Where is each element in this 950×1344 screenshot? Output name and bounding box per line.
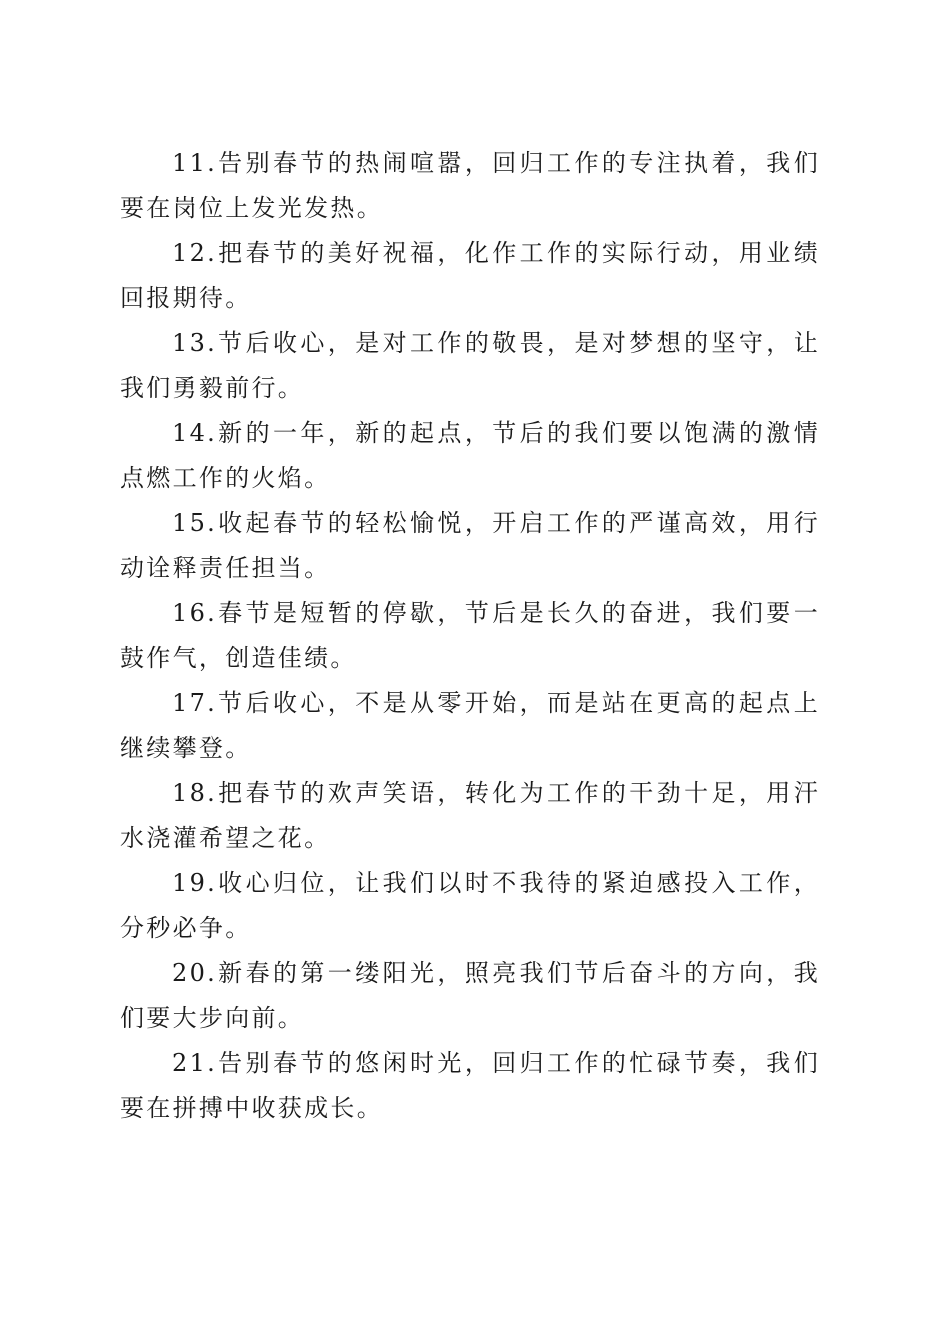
- paragraph-15: 15.收起春节的轻松愉悦，开启工作的严谨高效，用行动诠释责任担当。: [120, 509, 820, 582]
- paragraph-21: 21.告别春节的悠闲时光，回归工作的忙碌节奏，我们要在拼搏中收获成长。: [120, 1049, 820, 1122]
- paragraph-18: 18.把春节的欢声笑语，转化为工作的干劲十足，用汗水浇灌希望之花。: [120, 779, 820, 852]
- paragraph-16: 16.春节是短暂的停歇，节后是长久的奋进，我们要一鼓作气，创造佳绩。: [120, 599, 820, 672]
- paragraph-13: 13.节后收心，是对工作的敬畏，是对梦想的坚守，让我们勇毅前行。: [120, 329, 820, 402]
- document-body: [120, 141, 820, 1131]
- paragraph-19: 19.收心归位，让我们以时不我待的紧迫感投入工作，分秒必争。: [120, 869, 820, 942]
- paragraph-11: 11.告别春节的热闹喧嚣，回归工作的专注执着，我们要在岗位上发光发热。: [120, 149, 820, 222]
- paragraph-20: 20.新春的第一缕阳光，照亮我们节后奋斗的方向，我们要大步向前。: [120, 959, 820, 1032]
- paragraph-12: 12.把春节的美好祝福，化作工作的实际行动，用业绩回报期待。: [120, 239, 820, 312]
- paragraph-17: 17.节后收心，不是从零开始，而是站在更高的起点上继续攀登。: [120, 689, 820, 762]
- paragraph-14: 14.新的一年，新的起点，节后的我们要以饱满的激情点燃工作的火焰。: [120, 419, 820, 492]
